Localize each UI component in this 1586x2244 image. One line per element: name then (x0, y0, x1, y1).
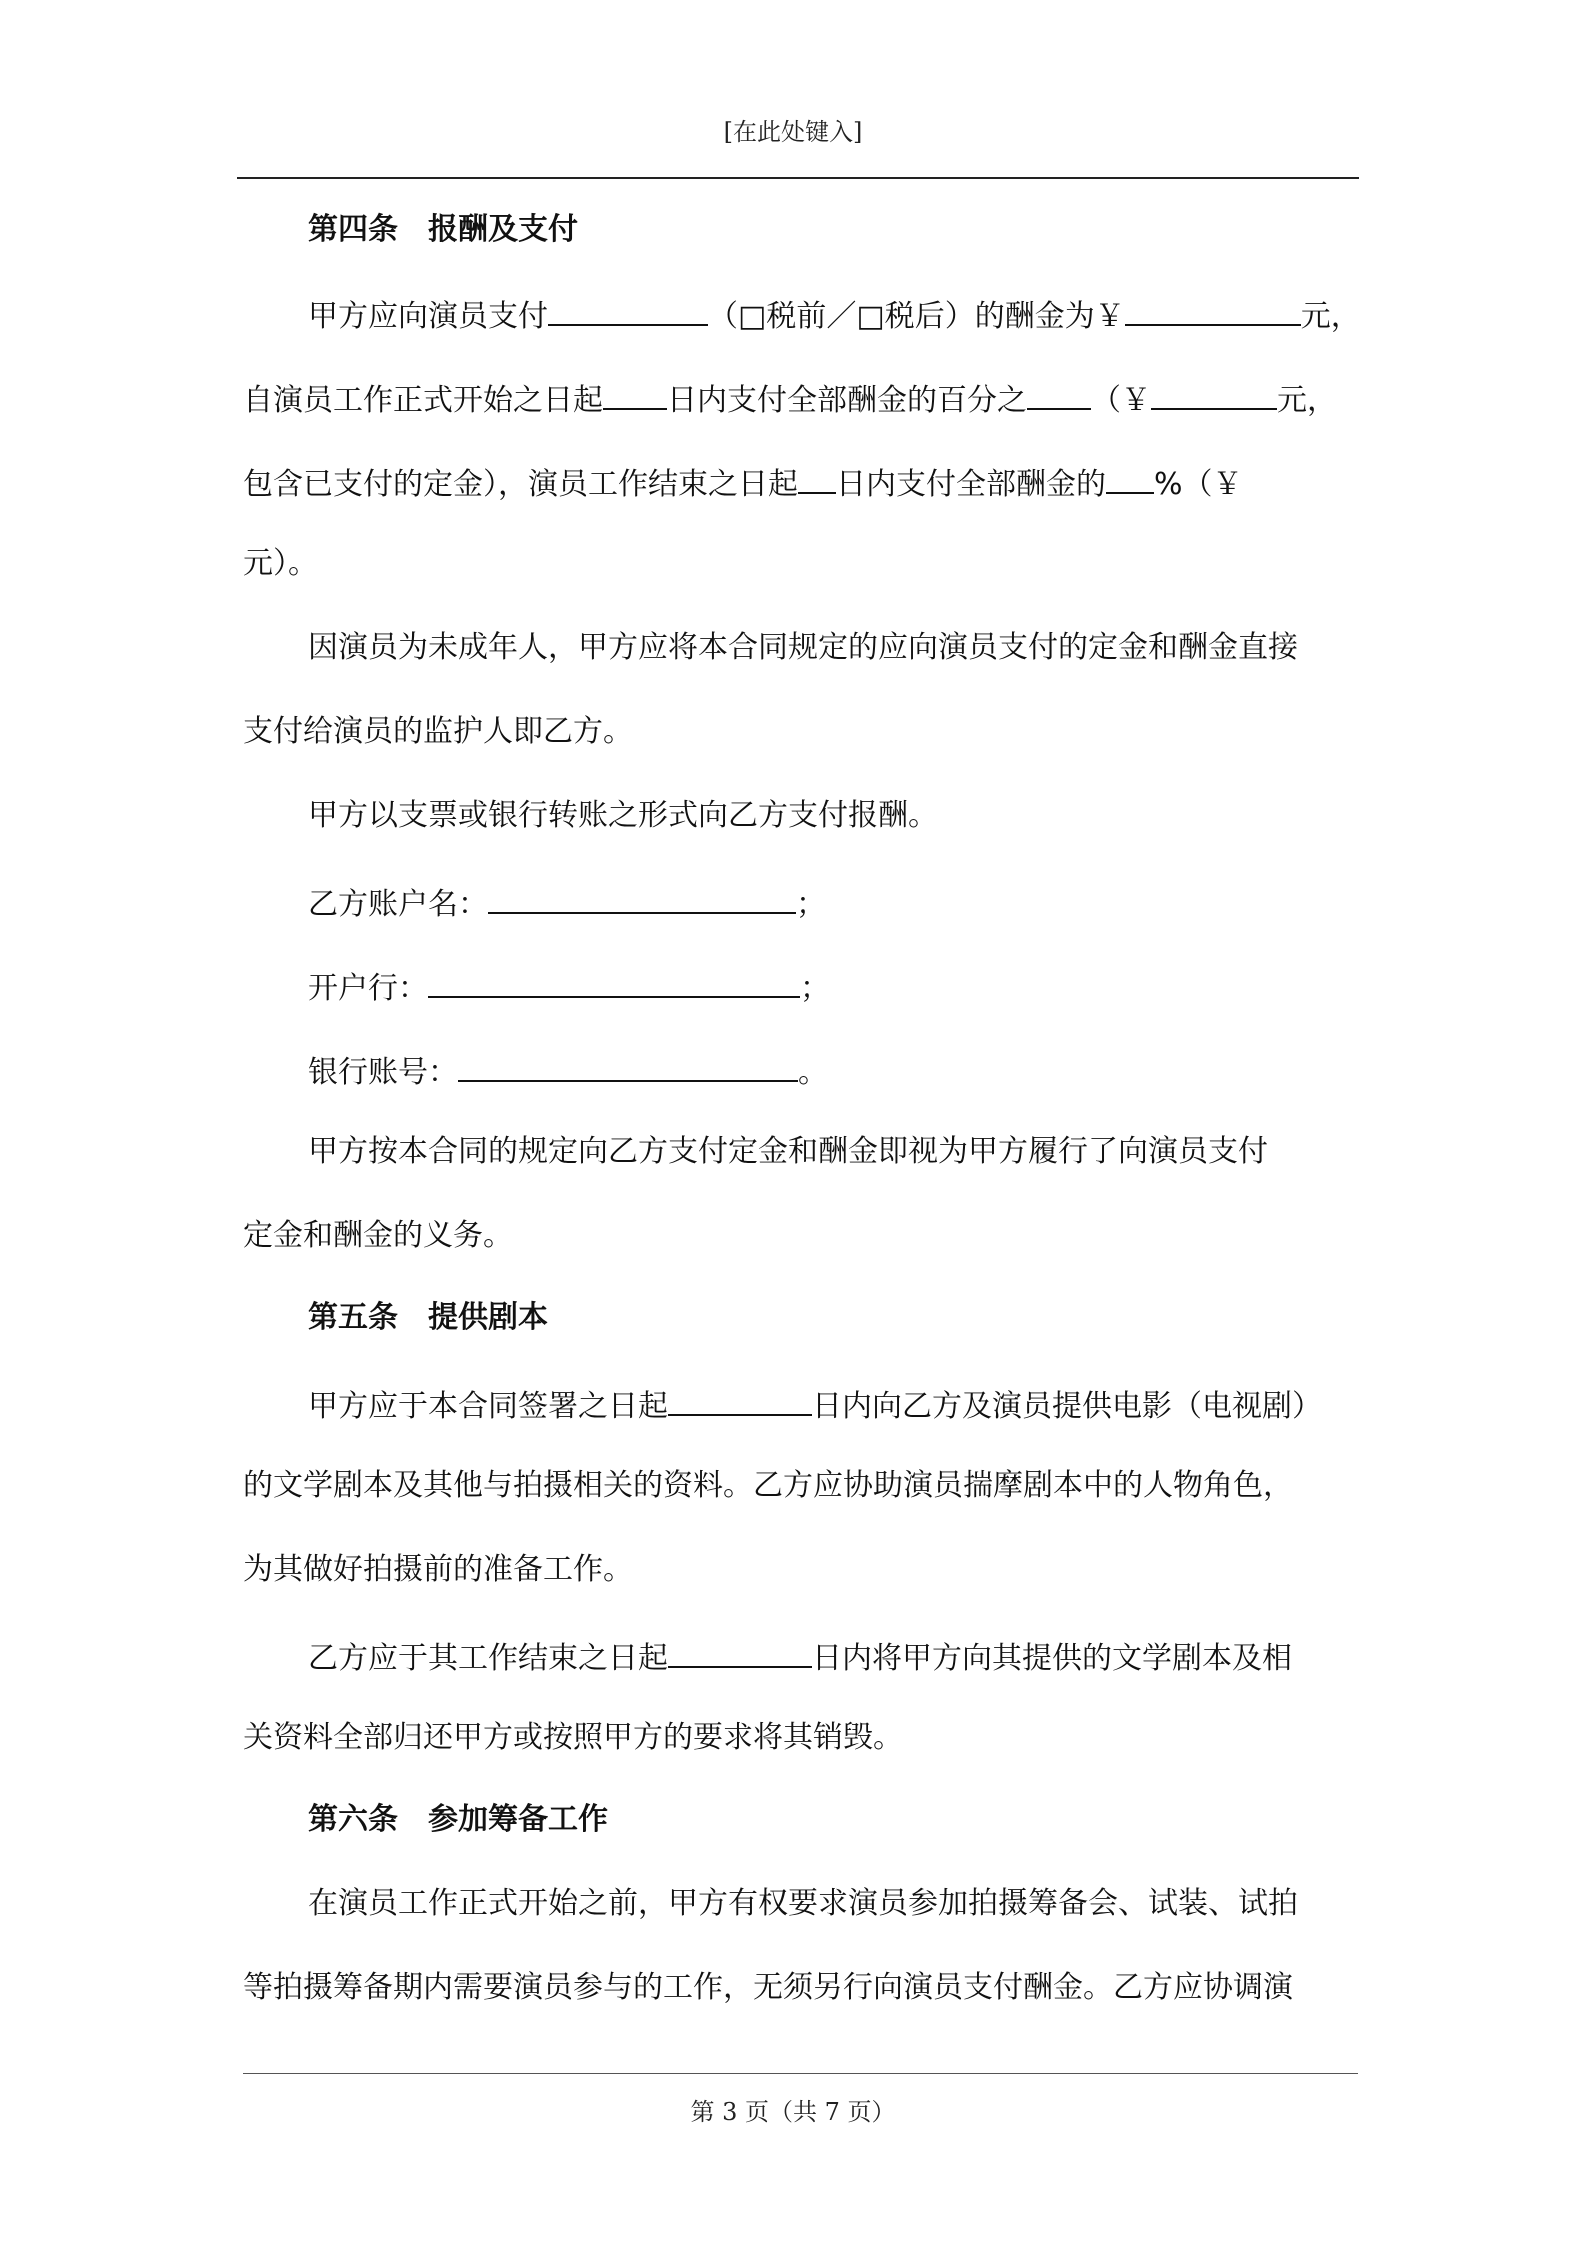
footer-rule (243, 2073, 1358, 2074)
article5-p2-line1: 乙方应于其工作结束之日起 日内将甲方向其提供的文学剧本及相 (308, 1634, 1292, 1679)
bank-label: 开户行： (308, 971, 428, 1006)
article6-heading: 第六条 参加筹备工作 (308, 1802, 608, 1837)
blank-field (668, 1634, 812, 1668)
account-name-label: 乙方账户名： (308, 887, 488, 922)
article4-p4-line1: 甲方按本合同的规定向乙方支付定金和酬金即视为甲方履行了向演员支付 (308, 1134, 1268, 1169)
article5-p2-line2: 关资料全部归还甲方或按照甲方的要求将其销毁。 (243, 1720, 903, 1755)
article5-p1-line2: 的文学剧本及其他与拍摄相关的资料。乙方应协助演员揣摩剧本中的人物角色， (243, 1468, 1293, 1503)
page-header: [在此处键入] (723, 118, 863, 146)
blank-field (603, 376, 667, 410)
blank-field (1125, 292, 1301, 326)
account-no-line: 银行账号： 。 (308, 1048, 828, 1093)
article4-p1-line3: 包含已支付的定金），演员工作结束之日起 日内支付全部酬金的 %（￥ (243, 460, 1243, 505)
blank-field (668, 1382, 812, 1416)
account-no-blank (458, 1048, 798, 1082)
article6-p1-line1: 在演员工作正式开始之前，甲方有权要求演员参加拍摄筹备会、试装、试拍 (308, 1886, 1298, 1921)
article4-p4-line2: 定金和酬金的义务。 (243, 1218, 513, 1253)
article4-heading: 第四条 报酬及支付 (308, 212, 578, 247)
bank-blank (428, 964, 800, 998)
article4-p2-line1: 因演员为未成年人，甲方应将本合同规定的应向演员支付的定金和酬金直接 (308, 630, 1298, 665)
article5-heading: 第五条 提供剧本 (308, 1300, 548, 1335)
article4-p1-line1: 甲方应向演员支付 （□税前／□税后）的酬金为￥ 元， (308, 292, 1361, 337)
blank-field (798, 460, 836, 494)
article4-p2-line2: 支付给演员的监护人即乙方。 (243, 714, 633, 749)
blank-field (1151, 376, 1277, 410)
page-footer: 第 3 页（共 7 页） (690, 2098, 896, 2126)
article5-p1-line1: 甲方应于本合同签署之日起 日内向乙方及演员提供电影（电视剧） (308, 1382, 1322, 1427)
account-name-blank (488, 880, 796, 914)
header-rule (237, 177, 1359, 179)
article4-p1-line4: 元）。 (243, 546, 318, 581)
article4-p1-line2: 自演员工作正式开始之日起 日内支付全部酬金的百分之 （￥ 元， (243, 376, 1337, 421)
blank-field (1106, 460, 1154, 494)
article4-p3: 甲方以支票或银行转账之形式向乙方支付报酬。 (308, 798, 938, 833)
article6-p1-line2: 等拍摄筹备期内需要演员参与的工作，无须另行向演员支付酬金。乙方应协调演 (243, 1970, 1293, 2005)
blank-field (1027, 376, 1091, 410)
account-name-line: 乙方账户名： ； (308, 880, 826, 925)
article5-p1-line3: 为其做好拍摄前的准备工作。 (243, 1552, 633, 1587)
account-no-label: 银行账号： (308, 1055, 458, 1090)
blank-field (548, 292, 708, 326)
bank-line: 开户行： ； (308, 964, 830, 1009)
